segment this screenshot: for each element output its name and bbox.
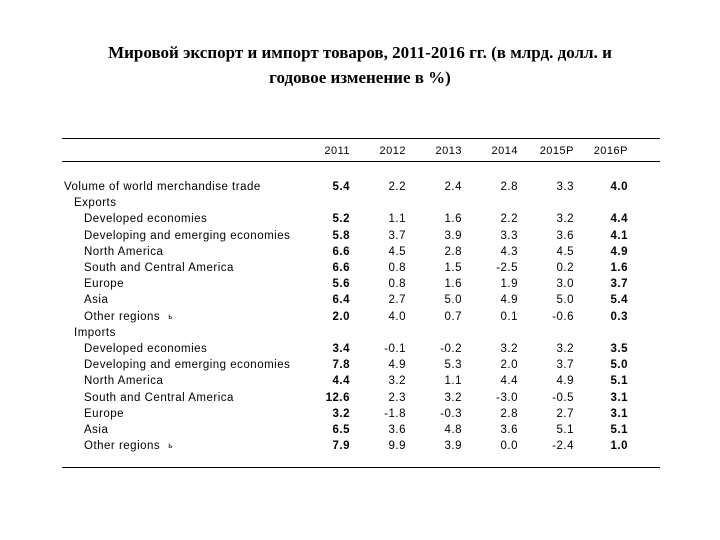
table-row xyxy=(62,211,660,227)
table-row xyxy=(62,179,660,195)
row-label xyxy=(74,325,116,341)
cell-value: -0.2 xyxy=(440,343,462,355)
cell-value: 1.9 xyxy=(500,278,518,291)
footnote-marker: ь xyxy=(168,441,173,451)
cell-value: 3.4 xyxy=(332,343,350,355)
cell-value: 12.6 xyxy=(325,391,350,404)
title-line-1: Мировой экспорт и импорт товаров, 2011-2016 гг. (в млрд. долл. и xyxy=(108,43,612,62)
cell-value: 0.7 xyxy=(444,310,462,323)
row-label xyxy=(84,341,207,357)
cell-value: 7.8 xyxy=(332,359,350,372)
row-label-text: Developed economies xyxy=(84,343,208,355)
cell-value: 0.0 xyxy=(500,440,518,453)
table-row xyxy=(62,422,660,438)
page-title xyxy=(40,40,680,90)
cell-value: 3.2 xyxy=(388,375,406,388)
table-row xyxy=(62,357,660,373)
row-label-text: South and Central America xyxy=(84,391,234,404)
cell-value: 4.4 xyxy=(332,375,350,388)
table-row xyxy=(62,260,660,276)
cell-value: 4.9 xyxy=(610,245,628,258)
cell-value: 2.4 xyxy=(444,181,462,193)
cell-value: 5.8 xyxy=(332,229,350,242)
cell-value: 1.5 xyxy=(444,262,462,274)
cell-value: 5.6 xyxy=(332,278,350,291)
table-row xyxy=(62,244,660,260)
cell-value: 3.3 xyxy=(500,229,518,242)
row-label xyxy=(84,422,108,438)
row-label-text: Developing and emerging economies xyxy=(84,359,291,372)
cell-value: 2.8 xyxy=(444,245,462,258)
cell-value: 6.4 xyxy=(332,294,350,307)
cell-value: -0.5 xyxy=(552,391,574,404)
column-header: 2014 xyxy=(491,145,518,157)
table-row xyxy=(62,292,660,308)
row-label-text: Asia xyxy=(84,424,109,436)
cell-value: -2.4 xyxy=(552,440,574,453)
cell-value: -0.1 xyxy=(384,343,406,355)
cell-value: 9.9 xyxy=(388,440,406,453)
cell-value: -1.8 xyxy=(384,407,406,420)
cell-value: 3.6 xyxy=(556,229,574,242)
row-label xyxy=(84,309,173,325)
row-label-text: North America xyxy=(84,245,164,258)
cell-value: 2.2 xyxy=(500,213,518,226)
cell-value: -0.3 xyxy=(440,407,462,420)
cell-value: 3.6 xyxy=(388,424,406,436)
cell-value: 5.1 xyxy=(556,424,574,436)
cell-value: 5.1 xyxy=(610,424,628,436)
row-label-text: Developed economies xyxy=(84,213,208,226)
cell-value: 3.2 xyxy=(556,343,574,355)
column-header: 2015P xyxy=(539,145,574,157)
cell-value: 3.9 xyxy=(444,229,462,242)
row-label xyxy=(84,276,124,292)
table-row xyxy=(62,341,660,357)
cell-value: 4.9 xyxy=(388,359,406,372)
trade-table xyxy=(62,138,660,468)
cell-value: -0.6 xyxy=(552,310,574,323)
cell-value: 4.8 xyxy=(444,424,462,436)
cell-value: 3.2 xyxy=(556,213,574,226)
row-label-text: North America xyxy=(84,375,164,388)
cell-value: 0.2 xyxy=(556,262,574,274)
cell-value: 2.3 xyxy=(388,391,406,404)
row-label xyxy=(84,211,207,227)
cell-value: 4.5 xyxy=(388,245,406,258)
cell-value: 2.0 xyxy=(332,310,350,323)
cell-value: 1.6 xyxy=(610,262,628,274)
column-header: 2013 xyxy=(435,145,462,157)
cell-value: 0.8 xyxy=(388,262,406,274)
cell-value: 4.9 xyxy=(500,294,518,307)
row-label-text: Exports xyxy=(74,197,117,210)
cell-value: 3.2 xyxy=(332,407,350,420)
row-label-text: Other regions xyxy=(84,310,161,323)
table-row xyxy=(62,309,660,325)
cell-value: 5.0 xyxy=(610,359,628,372)
cell-value: 2.8 xyxy=(500,407,518,420)
column-header: 2012 xyxy=(379,145,406,157)
cell-value: 3.3 xyxy=(556,181,574,193)
cell-value: 2.8 xyxy=(500,181,518,193)
cell-value: 5.4 xyxy=(610,294,628,307)
table-row xyxy=(62,406,660,422)
row-label xyxy=(84,390,234,406)
cell-value: 1.1 xyxy=(388,213,406,226)
cell-value: -2.5 xyxy=(496,262,518,274)
table-row xyxy=(62,390,660,406)
cell-value: 6.5 xyxy=(332,424,350,436)
row-label xyxy=(64,179,261,195)
row-label xyxy=(84,228,290,244)
title-line-2: годовое изменение в %) xyxy=(269,68,451,87)
cell-value: 0.1 xyxy=(500,310,518,323)
cell-value: 4.1 xyxy=(610,229,628,242)
header-divider xyxy=(62,161,660,162)
cell-value: 5.0 xyxy=(444,294,462,307)
cell-value: 1.6 xyxy=(444,213,462,226)
cell-value: 4.3 xyxy=(500,245,518,258)
table-row xyxy=(62,438,660,454)
cell-value: 6.6 xyxy=(332,262,350,274)
row-label xyxy=(74,195,117,211)
column-header: 2016P xyxy=(593,145,628,157)
row-label xyxy=(84,260,234,276)
footnote-marker: ь xyxy=(168,311,173,321)
row-label xyxy=(84,438,173,454)
row-label-text: Volume of world merchandise trade xyxy=(64,181,261,193)
cell-value: 3.7 xyxy=(388,229,406,242)
cell-value: 0.3 xyxy=(610,310,628,323)
row-label-text: Developing and emerging economies xyxy=(84,229,291,242)
table-row xyxy=(62,276,660,292)
cell-value: 5.0 xyxy=(556,294,574,307)
row-label-text: Other regions xyxy=(84,440,161,453)
cell-value: 7.9 xyxy=(332,440,350,453)
row-label-text: Europe xyxy=(84,407,125,420)
cell-value: 4.4 xyxy=(610,213,628,226)
cell-value: 4.4 xyxy=(500,375,518,388)
row-label xyxy=(84,406,124,422)
row-label-text: South and Central America xyxy=(84,262,234,274)
cell-value: 4.5 xyxy=(556,245,574,258)
cell-value: 2.0 xyxy=(500,359,518,372)
cell-value: 3.1 xyxy=(610,391,628,404)
cell-value: 3.2 xyxy=(444,391,462,404)
row-label xyxy=(84,357,290,373)
cell-value: 1.6 xyxy=(444,278,462,291)
cell-value: 3.5 xyxy=(610,343,628,355)
cell-value: 3.1 xyxy=(610,407,628,420)
cell-value: 2.2 xyxy=(388,181,406,193)
table-row xyxy=(62,195,660,211)
cell-value: 3.9 xyxy=(444,440,462,453)
table-row xyxy=(62,325,660,341)
table-row xyxy=(62,228,660,244)
cell-value: 1.1 xyxy=(444,375,462,388)
cell-value: 4.0 xyxy=(610,181,628,193)
cell-value: 3.7 xyxy=(556,359,574,372)
cell-value: 6.6 xyxy=(332,245,350,258)
cell-value: -3.0 xyxy=(496,391,518,404)
cell-value: 5.3 xyxy=(444,359,462,372)
cell-value: 2.7 xyxy=(556,407,574,420)
row-label xyxy=(84,244,163,260)
cell-value: 5.2 xyxy=(332,213,350,226)
cell-value: 1.0 xyxy=(610,440,628,453)
row-label-text: Asia xyxy=(84,294,109,307)
column-header: 2011 xyxy=(324,145,350,157)
row-label-text: Europe xyxy=(84,278,125,291)
cell-value: 4.9 xyxy=(556,375,574,388)
cell-value: 4.0 xyxy=(388,310,406,323)
row-label xyxy=(84,373,163,389)
cell-value: 0.8 xyxy=(388,278,406,291)
cell-value: 5.1 xyxy=(610,375,628,388)
cell-value: 3.2 xyxy=(500,343,518,355)
row-label xyxy=(84,292,108,308)
table-header xyxy=(62,145,660,161)
table-row xyxy=(62,373,660,389)
cell-value: 5.4 xyxy=(332,181,350,193)
cell-value: 3.6 xyxy=(500,424,518,436)
cell-value: 3.0 xyxy=(556,278,574,291)
cell-value: 3.7 xyxy=(610,278,628,291)
row-label-text: Imports xyxy=(74,326,116,339)
cell-value: 2.7 xyxy=(388,294,406,307)
